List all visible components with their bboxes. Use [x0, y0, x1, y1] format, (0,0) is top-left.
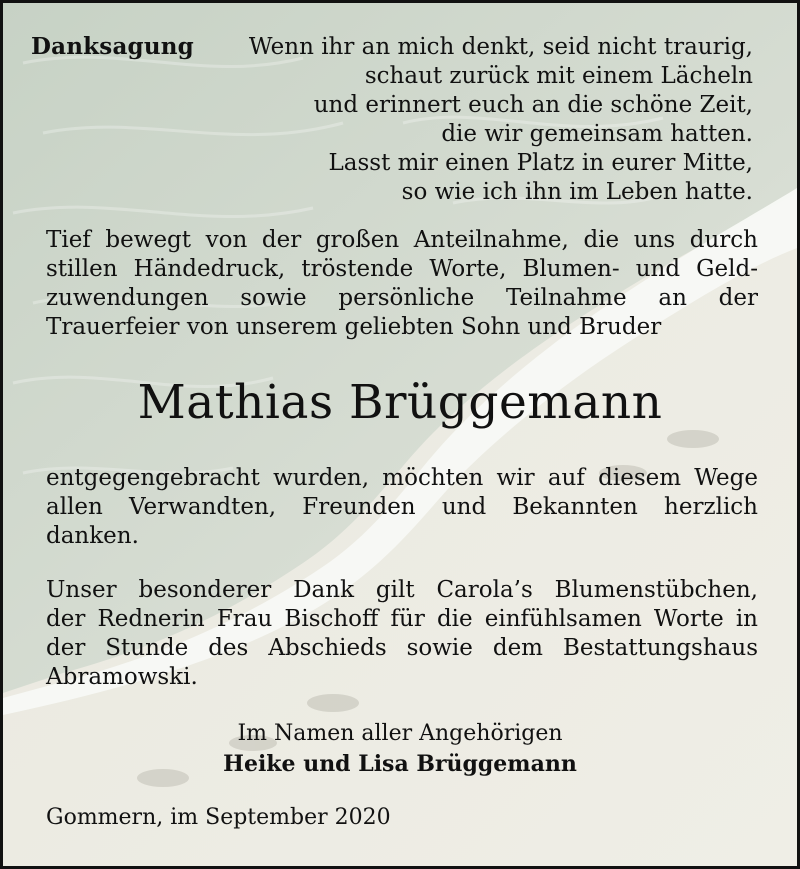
place-and-date: Gommern, im September 2020: [46, 805, 391, 830]
signature-block: [3, 719, 797, 779]
heading-danksagung: Danksagung: [31, 33, 194, 60]
paragraph-line: Abramowski.: [46, 664, 198, 690]
paragraph-line: Tief bewegt von der großen Anteilnahme, die uns durch: [46, 227, 758, 253]
poem-line: und erinnert euch an die schöne Zeit,: [313, 92, 753, 118]
signature-names: Heike und Lisa Brüggemann: [223, 751, 577, 777]
poem-line: schaut zurück mit einem Lächeln: [364, 63, 753, 89]
signature-intro: Im Namen aller Angehörigen: [237, 721, 563, 746]
paragraph-line: entgegengebracht wurden, möchten wir auf diesem Wege: [46, 465, 758, 491]
paragraph-special-thanks: [46, 576, 758, 692]
poem-line: die wir gemeinsam hatten.: [441, 121, 753, 147]
paragraph-line: danken.: [46, 523, 139, 549]
footprint-shape: [307, 694, 359, 712]
poem: [233, 33, 753, 207]
poem-line: Wenn ihr an mich denkt, seid nicht traurig,: [248, 34, 753, 60]
paragraph-thanks-intro: [46, 226, 758, 342]
poem-line: so wie ich ihn im Leben hatte.: [401, 179, 753, 205]
paragraph-thanks-main: [46, 464, 758, 551]
paragraph-line: Trauerfeier von unserem geliebten Sohn und Bruder: [46, 314, 662, 340]
paragraph-line: der Rednerin Frau Bischoff für die einfühlsamen Worte in: [46, 606, 758, 632]
deceased-name: Mathias Brüggemann: [137, 375, 663, 430]
footprint-shape: [667, 430, 719, 448]
paragraph-line: zuwendungen sowie persönliche Teilnahme an der: [46, 285, 758, 311]
paragraph-line: Unser besonderer Dank gilt Carola’s Blumenstübchen,: [46, 577, 758, 603]
poem-line: Lasst mir einen Platz in eurer Mitte,: [328, 150, 753, 176]
paragraph-line: der Stunde des Abschieds sowie dem Bestattungshaus: [46, 635, 758, 661]
paragraph-line: stillen Händedruck, tröstende Worte, Blumen- und Geld-: [46, 256, 758, 282]
paragraph-line: allen Verwandten, Freunden und Bekannten herzlich: [46, 494, 758, 520]
